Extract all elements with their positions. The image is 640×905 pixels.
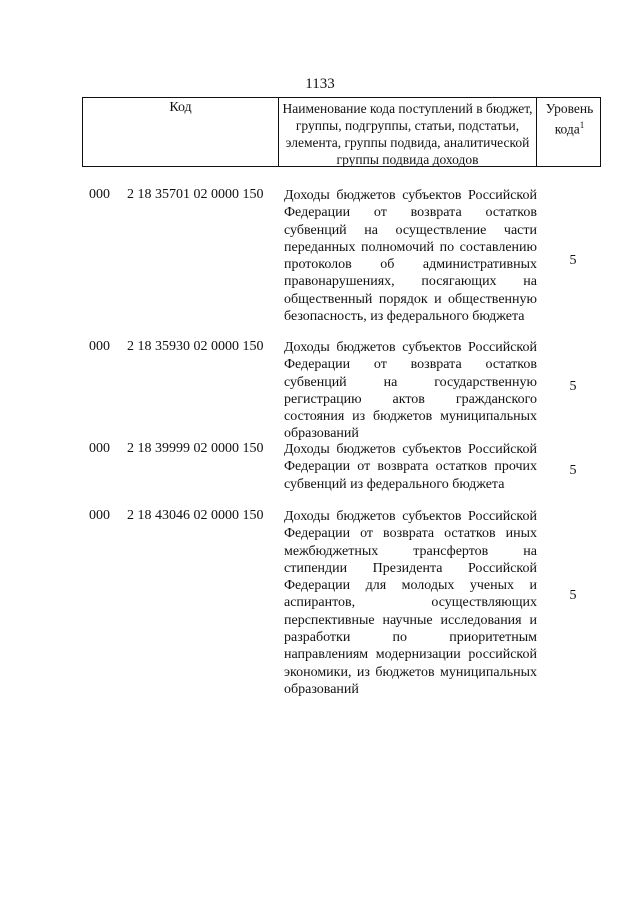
income-code: 2 18 35701 02 0000 150 — [127, 187, 264, 202]
income-description: Доходы бюджетов субъектов Российской Федерации от возврата остатков субвенций на осуществление части переданных полномочий по составлению протоколов об административных правонарушениях, посягающих на общественный порядок и общественную безопасность, из федерального бюджета — [284, 188, 537, 325]
table-header — [82, 97, 601, 167]
header-code: Код — [83, 98, 279, 166]
page-number: 1133 — [305, 76, 335, 92]
income-code: 2 18 39999 02 0000 150 — [127, 441, 264, 456]
code-level: 5 — [569, 379, 577, 394]
header-name: Наименование кода поступлений в бюджет, группы, подгруппы, статьи, подстатьи, элемента, группы подвида, аналитической группы подвида доходов — [279, 98, 537, 166]
admin-code: 000 — [89, 508, 110, 523]
header-level-label: Уровень кода — [545, 101, 594, 137]
code-level: 5 — [569, 253, 577, 268]
code-level: 5 — [569, 463, 577, 478]
income-description: Доходы бюджетов субъектов Российской Федерации от возврата остатков субвенций на государственную регистрацию актов гражданского состояния из бюджетов муниципальных образований — [284, 340, 537, 442]
admin-code: 000 — [89, 187, 110, 202]
admin-code: 000 — [89, 339, 110, 354]
income-code: 2 18 35930 02 0000 150 — [127, 339, 264, 354]
income-description: Доходы бюджетов субъектов Российской Федерации от возврата остатков прочих субвенций из федерального бюджета — [284, 442, 537, 492]
header-level-footnote: 1 — [579, 120, 585, 130]
code-level: 5 — [569, 588, 577, 603]
income-description: Доходы бюджетов субъектов Российской Федерации от возврата остатков иных межбюджетных трансфертов на стипендии Президента Российской Федерации для молодых ученых и аспирантов, осуществляющих перспективные научные исследования и разработки по приоритетным направлениям модернизации российской экономики, из бюджетов муниципальных образований — [284, 509, 537, 697]
header-level — [537, 98, 602, 166]
income-code: 2 18 43046 02 0000 150 — [127, 508, 264, 523]
admin-code: 000 — [89, 441, 110, 456]
